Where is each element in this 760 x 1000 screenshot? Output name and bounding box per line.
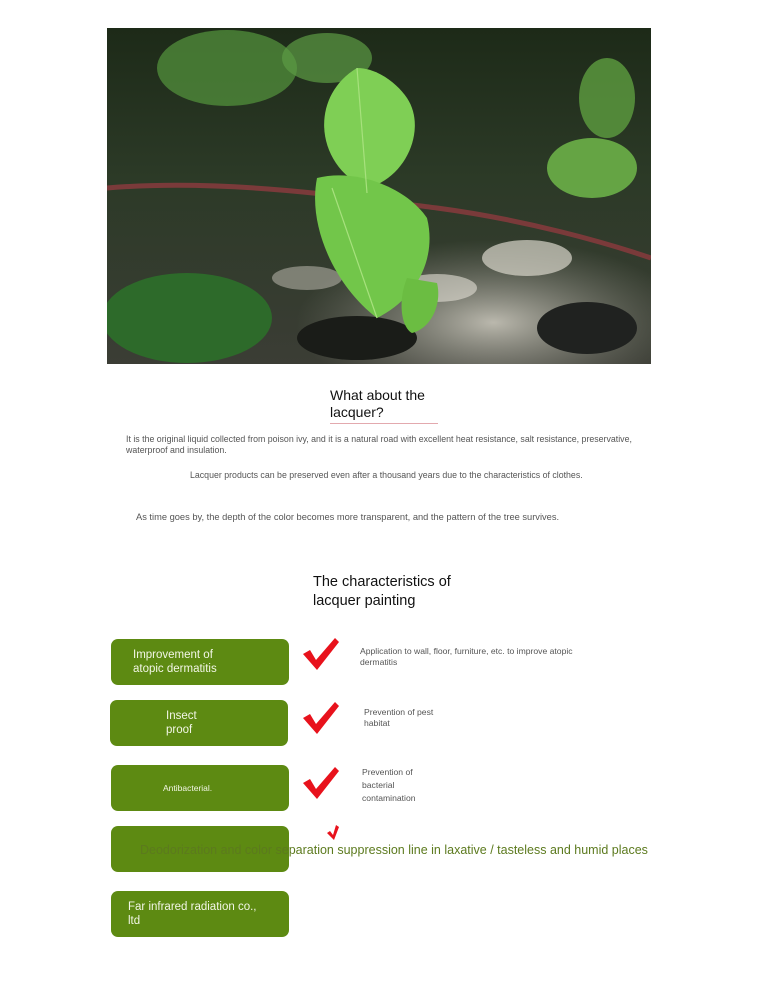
hero-photo <box>107 28 651 364</box>
red-checkmark-icon <box>301 636 341 672</box>
feature-description: Application to wall, floor, furniture, etc. to improve atopic dermatitis <box>360 646 573 667</box>
red-checkmark-icon <box>301 700 341 736</box>
section-title-line: What about the <box>330 387 425 403</box>
red-checkmark-icon <box>324 824 340 840</box>
feature-label: Antibacterial. <box>163 783 213 793</box>
section-title-line: lacquer painting <box>313 593 416 609</box>
section-title-line: lacquer? <box>330 404 384 420</box>
description-line: contamination <box>362 793 416 803</box>
feature-description <box>362 766 452 805</box>
feature-description <box>364 707 454 729</box>
intro-paragraph: It is the original liquid collected from poison ivy, and it is a natural road with excellent heat resistance, salt resistance, preservative, waterproof and insulation. <box>126 434 632 455</box>
preservation-paragraph: Lacquer products can be preserved even after a thousand years due to the characteristics of clothes. <box>190 470 583 480</box>
section-title-characteristics <box>313 573 483 611</box>
feature-label: Far infrared radiation co., <box>128 901 257 913</box>
color-paragraph: As time goes by, the depth of the color becomes more transparent, and the pattern of the tree survives. <box>136 512 560 522</box>
description-line: Prevention of <box>362 767 413 777</box>
feature-label: Insect <box>166 710 197 722</box>
description-line: Prevention of pest <box>364 707 434 717</box>
red-checkmark-icon <box>301 765 341 801</box>
feature-label: ltd <box>128 915 141 927</box>
feature-pill-antibacterial <box>111 765 289 811</box>
feature-pill-atopic <box>111 639 289 685</box>
feature-pill-far-infrared <box>111 891 289 937</box>
title-underline <box>330 423 438 424</box>
description-line: bacterial <box>362 780 395 790</box>
section-title-line: The characteristics of <box>313 574 451 590</box>
description-line: habitat <box>364 718 390 728</box>
feature-label: proof <box>166 724 193 736</box>
feature-label: Improvement of <box>133 649 213 661</box>
feature-label: atopic dermatitis <box>133 663 217 675</box>
section-title-lacquer <box>330 387 450 424</box>
poison-ivy-photo <box>107 28 651 364</box>
feature-pill-insect <box>110 700 288 746</box>
feature-label-deodorization: Deodorization and color separation suppression line in laxative / tasteless and humid places <box>140 843 648 857</box>
